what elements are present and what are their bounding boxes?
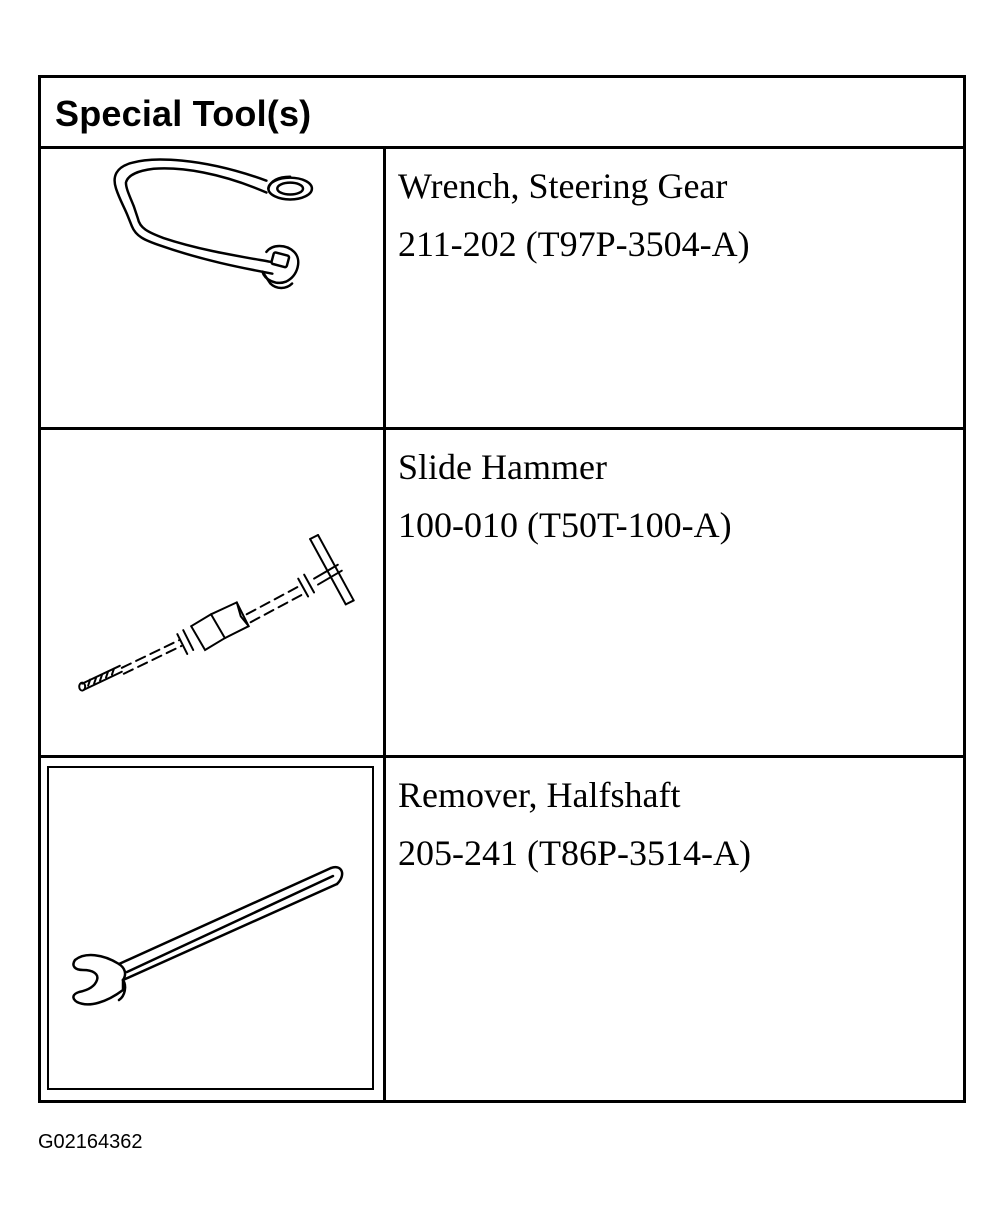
tool-name: Remover, Halfshaft <box>398 775 681 815</box>
special-tools-table <box>38 75 966 1103</box>
table-title: Special Tool(s) <box>55 93 312 134</box>
steering-gear-wrench-icon <box>41 149 383 427</box>
tool-number: 205-241 (T86P-3514-A) <box>398 833 751 873</box>
tool-text-cell <box>386 149 963 427</box>
table-row <box>41 149 963 430</box>
table-header <box>41 78 963 149</box>
table-row <box>41 758 963 1100</box>
tool-image-cell <box>41 430 386 755</box>
tool-image-cell <box>41 149 386 427</box>
slide-hammer-icon <box>41 430 383 755</box>
table-row <box>41 430 963 758</box>
tool-number: 211-202 (T97P-3504-A) <box>398 224 750 264</box>
tool-text-cell <box>386 430 963 755</box>
tool-number: 100-010 (T50T-100-A) <box>398 505 732 545</box>
tool-text-cell <box>386 758 963 1100</box>
figure-id: G02164362 <box>38 1131 143 1153</box>
tool-name: Wrench, Steering Gear <box>398 166 728 206</box>
tool-name: Slide Hammer <box>398 447 607 487</box>
halfshaft-remover-icon <box>41 758 383 1100</box>
tool-image-cell <box>41 758 386 1100</box>
